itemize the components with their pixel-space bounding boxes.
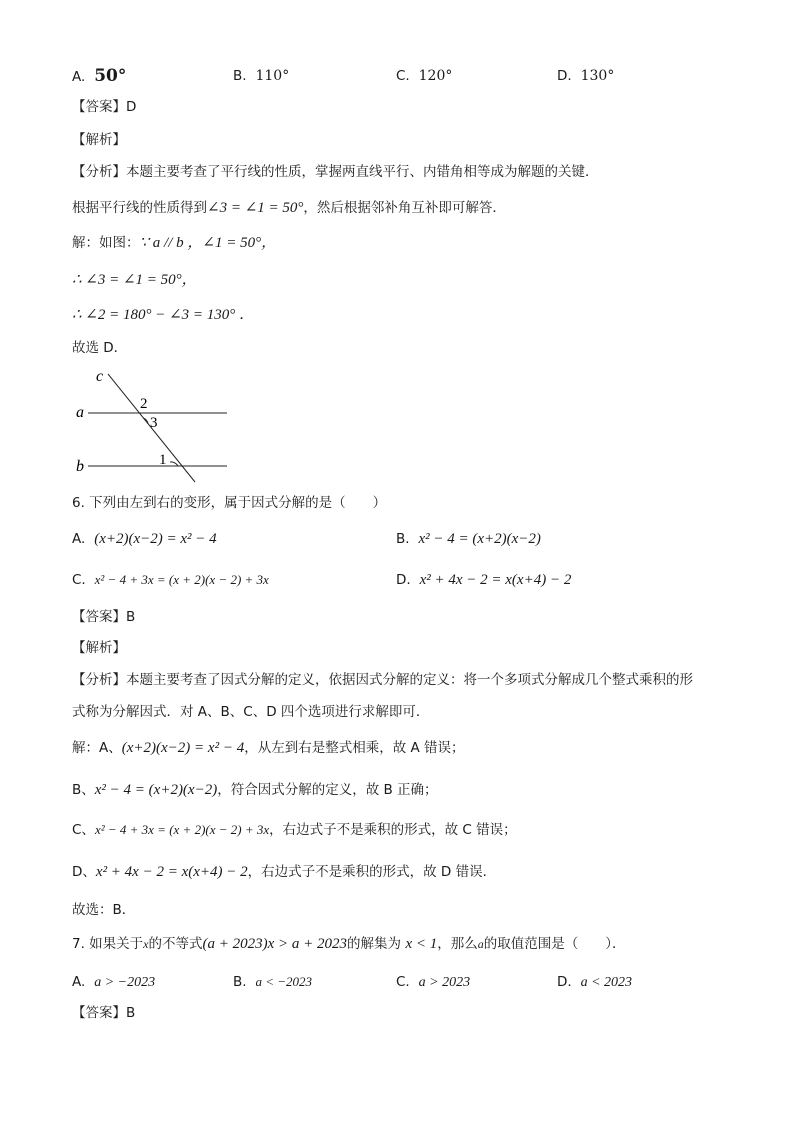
text: 7. 如果关于	[72, 936, 144, 952]
text: ，右边式子不是乘积的形式，故 D 错误．	[247, 864, 497, 880]
q6-option-a	[72, 529, 217, 549]
text: ，右边式子不是乘积的形式，故 C 错误；	[269, 822, 517, 838]
q7-option-b	[233, 972, 312, 992]
q6-analysis-1: 【分析】本题主要考查了因式分解的定义，依据因式分解的定义：将一个多项式分解成几个整式乘积的形	[72, 672, 693, 688]
angle-arc-1	[170, 462, 178, 466]
option-letter: C.	[396, 68, 410, 84]
option-math: a < −2023	[255, 974, 313, 989]
q5-option-d	[557, 66, 614, 86]
math-var: x	[143, 937, 149, 951]
text: 解：如图：	[72, 235, 140, 251]
label-2: 2	[140, 396, 148, 412]
q6-option-c	[72, 570, 269, 590]
option-letter: C.	[396, 974, 410, 990]
q7-option-d	[557, 972, 632, 993]
option-math: a > 2023	[418, 975, 471, 990]
option-value: 130°	[580, 68, 615, 84]
text: D、	[72, 864, 96, 880]
q5-analysis: 【分析】本题主要考查了平行线的性质，掌握两直线平行、内错角相等成为解题的关键．	[72, 164, 599, 180]
text: 的取值范围是（ ）．	[483, 936, 626, 952]
q6-jiexi-heading: 【解析】	[72, 640, 126, 656]
text: 的解集为	[347, 936, 402, 952]
q5-answer: 【答案】D	[72, 99, 137, 115]
q5-option-b	[233, 66, 289, 86]
q5-option-c	[396, 66, 452, 86]
text: C、	[72, 822, 95, 838]
math-expr: x < 1	[405, 936, 438, 952]
option-value: 50°	[94, 66, 127, 86]
option-math: x² − 4 + 3x = (x + 2)(x − 2) + 3x	[94, 572, 269, 587]
math-expr: x² − 4 + 3x = (x + 2)(x − 2) + 3x	[94, 822, 270, 837]
option-math: x² − 4 = (x+2)(x−2)	[418, 531, 541, 547]
text: ，从左到右是整式相乘，故 A 错误；	[244, 740, 465, 756]
option-math: (x+2)(x−2) = x² − 4	[94, 531, 217, 547]
text: 的不等式	[148, 936, 203, 952]
q5-choose: 故选 D．	[72, 340, 128, 356]
q5-jiexi-heading: 【解析】	[72, 132, 126, 148]
option-letter: A.	[72, 974, 86, 990]
q5-solution-line	[72, 233, 276, 253]
math-expr: ∵ a // b ，∠1 = 50°，	[139, 235, 277, 251]
option-letter: B.	[233, 974, 247, 990]
option-letter: A.	[72, 531, 86, 547]
q5-option-a	[72, 66, 126, 87]
text: ，然后根据邻补角互补即可解答．	[303, 200, 506, 216]
label-a: a	[76, 404, 84, 421]
q6-analysis-2: 式称为分解因式．对 A、B、C、D 四个选项进行求解即可．	[72, 704, 430, 720]
q6-solution-d	[72, 862, 496, 882]
label-b: b	[76, 458, 84, 475]
q6-choose: 故选：B．	[72, 902, 136, 918]
option-letter: D.	[396, 572, 411, 588]
text: ，符合因式分解的定义，故 B 正确；	[217, 782, 438, 798]
math-expr: ∠3 = ∠1 = 50°	[207, 200, 304, 216]
option-letter: D.	[557, 68, 572, 84]
label-1: 1	[159, 452, 167, 468]
option-math: a < 2023	[580, 975, 633, 990]
text: ，那么	[437, 936, 478, 952]
math-expr: (x+2)(x−2) = x² − 4	[121, 740, 245, 756]
q6-option-d	[396, 570, 571, 590]
q6-solution-c	[72, 820, 517, 840]
option-letter: A.	[72, 69, 86, 85]
q6-solution-b	[72, 780, 438, 800]
q7-option-a	[72, 972, 155, 993]
option-letter: B.	[396, 531, 410, 547]
text: 解：A、	[72, 740, 122, 756]
option-letter: C.	[72, 572, 86, 588]
q6-answer: 【答案】B	[72, 609, 136, 625]
option-letter: B.	[233, 68, 247, 84]
q5-reason-line	[72, 198, 506, 218]
text: 根据平行线的性质得到	[72, 200, 207, 216]
math-expr: x² + 4x − 2 = x(x+4) − 2	[95, 864, 248, 880]
parallel-lines-figure	[70, 366, 240, 488]
option-value: 120°	[418, 68, 453, 84]
text: B、	[72, 782, 95, 798]
q6-solution-a	[72, 738, 465, 758]
label-c: c	[96, 368, 104, 385]
math-expr: (a + 2023)x > a + 2023	[202, 936, 348, 952]
q7-question	[72, 934, 626, 954]
option-letter: D.	[557, 974, 572, 990]
q5-step-1: ∴ ∠3 = ∠1 = 50°，	[72, 272, 197, 288]
option-math: a > −2023	[94, 975, 156, 990]
q6-option-b	[396, 529, 541, 549]
option-math: x² + 4x − 2 = x(x+4) − 2	[419, 572, 572, 588]
q7-option-c	[396, 972, 470, 993]
math-var: a	[477, 937, 484, 951]
q6-question: 6. 下列由左到右的变形，属于因式分解的是（ ）	[72, 495, 387, 511]
option-value: 110°	[255, 68, 290, 84]
math-expr: x² − 4 = (x+2)(x−2)	[94, 782, 218, 798]
q5-step-2: ∴ ∠2 = 180° − ∠3 = 130° ．	[72, 307, 255, 323]
q7-answer: 【答案】B	[72, 1005, 136, 1021]
label-3: 3	[150, 415, 158, 431]
